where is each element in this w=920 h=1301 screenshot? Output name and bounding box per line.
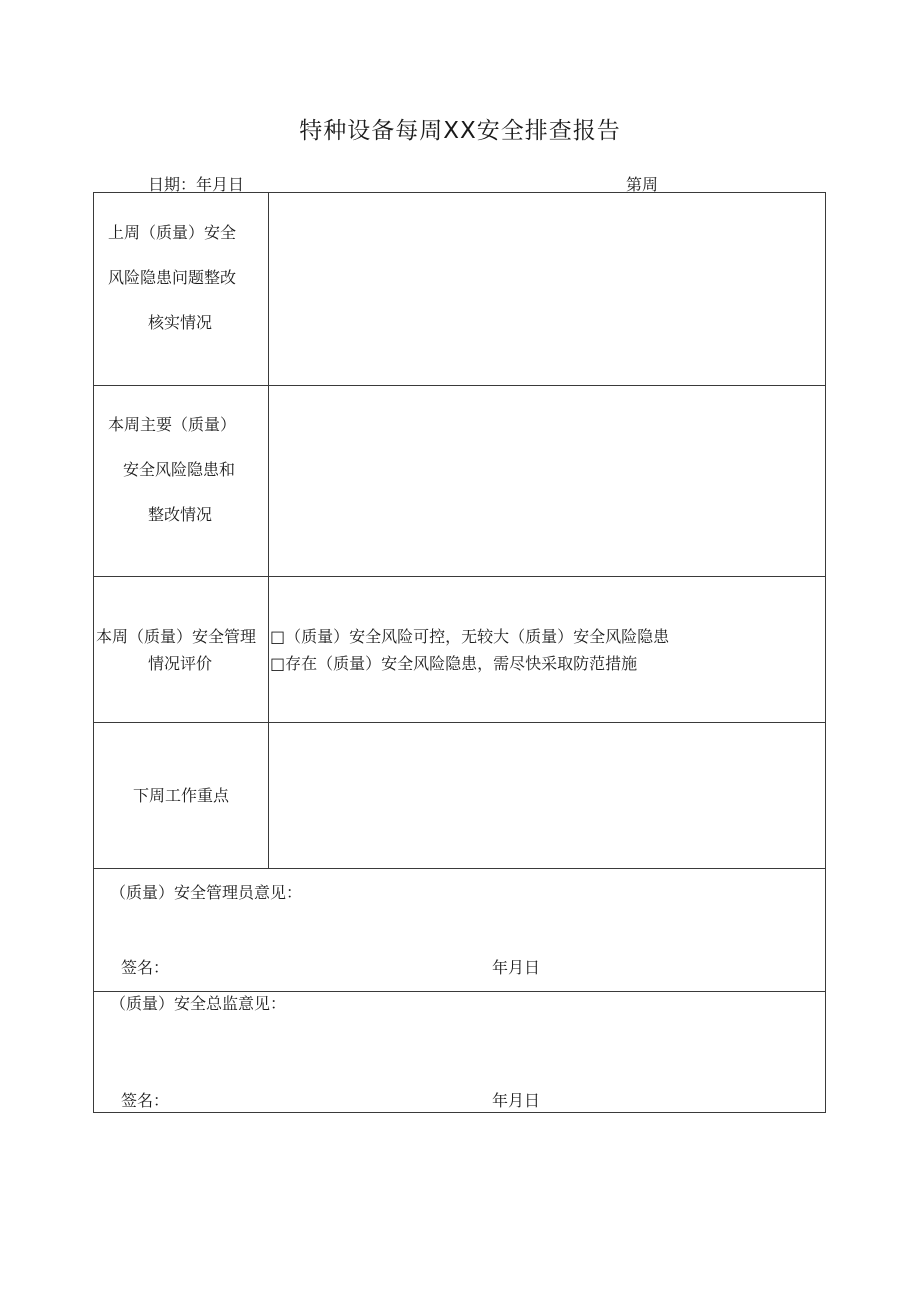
manager-opinion-label: （质量）安全管理员意见： — [110, 883, 303, 902]
row-last-week-verification — [94, 193, 825, 386]
content-cell-next-week[interactable] — [269, 723, 825, 868]
label-line: 整改情况 — [148, 505, 213, 524]
report-title: 特种设备每周XX安全排查报告 — [299, 118, 621, 144]
option-controllable-checkbox[interactable]: □（质量）安全风险可控，无较大（质量）安全风险隐患 — [270, 627, 670, 646]
director-date-label: 年月日 — [492, 1091, 541, 1110]
row-director-opinion — [94, 992, 825, 1112]
label-cell-evaluation — [94, 577, 269, 722]
week-label: 第周 — [626, 175, 659, 194]
label-line: 风险隐患问题整改 — [108, 268, 237, 287]
row-evaluation — [94, 577, 825, 723]
director-sign-label: 签名： — [121, 1091, 170, 1110]
manager-sign-label: 签名： — [121, 958, 170, 977]
label-cell-this-week — [94, 386, 269, 576]
label-cell-last-week — [94, 193, 269, 385]
label-line: 核实情况 — [148, 313, 213, 332]
manager-date-label: 年月日 — [492, 958, 541, 977]
option-hazard-exists-checkbox[interactable]: □存在（质量）安全风险隐患，需尽快采取防范措施 — [270, 654, 638, 673]
label-line: 安全风险隐患和 — [123, 460, 236, 479]
label-cell-next-week — [94, 723, 269, 868]
label-line: 本周（质量）安全管理 — [96, 627, 257, 646]
row-manager-opinion — [94, 869, 825, 992]
report-table — [93, 192, 826, 1113]
row-next-week-focus — [94, 723, 825, 869]
director-opinion-label: （质量）安全总监意见： — [110, 994, 287, 1013]
content-cell-last-week[interactable] — [269, 193, 825, 385]
label-line: 本周主要（质量） — [108, 415, 237, 434]
label-line: 上周（质量）安全 — [108, 223, 237, 242]
content-cell-evaluation — [269, 577, 825, 722]
label-line: 情况评价 — [148, 654, 213, 673]
date-label: 日期：年月日 — [148, 175, 245, 194]
label-line: 下周工作重点 — [132, 786, 229, 805]
row-this-week-hazards — [94, 386, 825, 577]
content-cell-this-week[interactable] — [269, 386, 825, 576]
